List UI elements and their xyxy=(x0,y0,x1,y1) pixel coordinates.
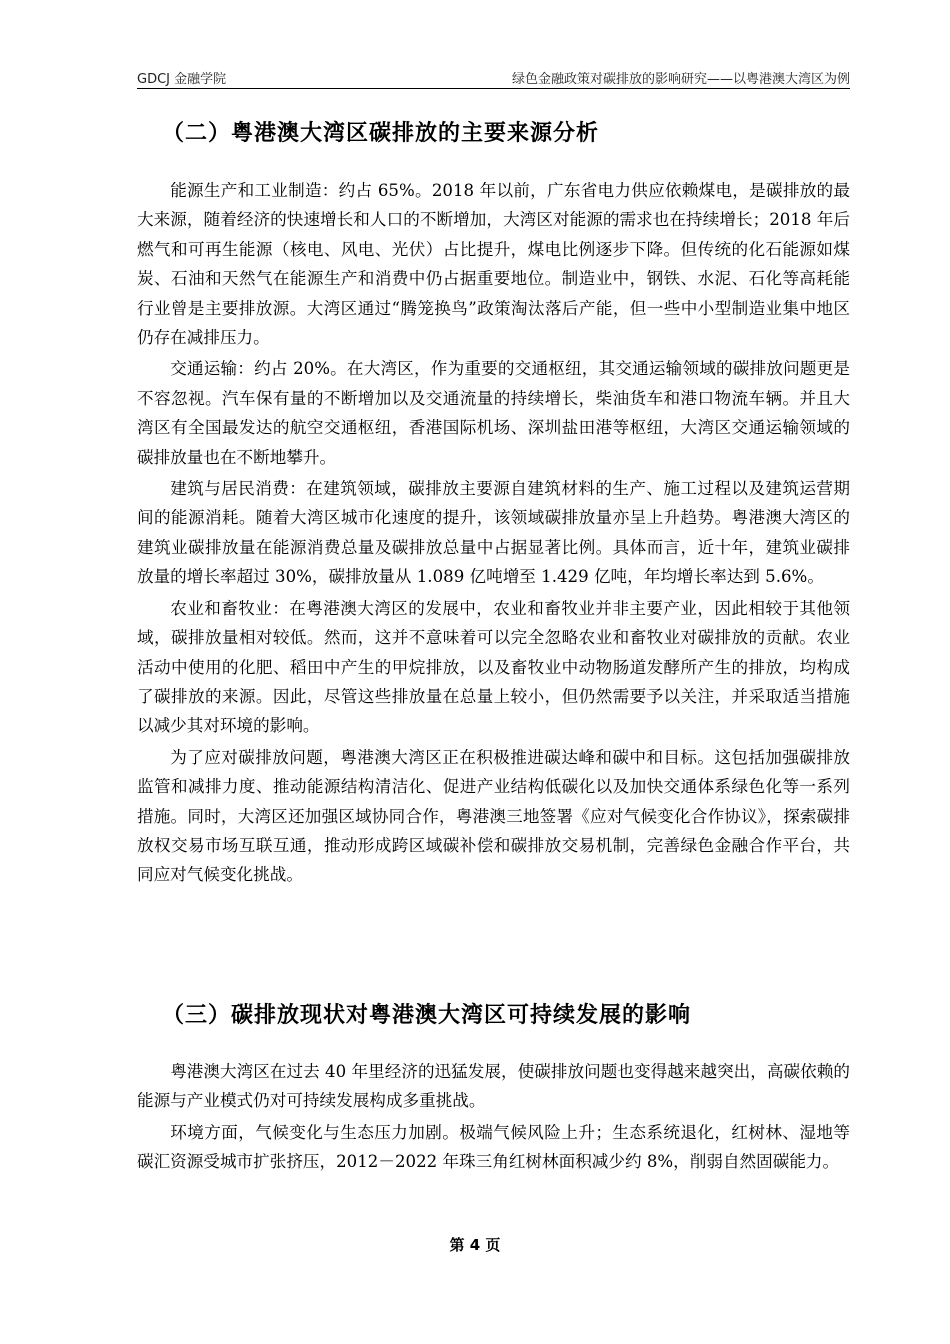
paragraph-transport: 交通运输：约占 20%。在大湾区，作为重要的交通枢纽，其交通运输领域的碳排放问题更是不容忽视。汽车保有量的不断增加以及交通流量的持续增长，柴油货车和港口物流车辆。并且大湾区有全国最发达的航空交通枢纽，香港国际机场、深圳盐田港等枢纽，大湾区交通运输领域的碳排放量也在不断地攀升。 xyxy=(137,359,850,467)
paragraph-building: 建筑与居民消费：在建筑领域，碳排放主要源自建筑材料的生产、施工过程以及建筑运营期间的能源消耗。随着大湾区城市化速度的提升，该领域碳排放量亦呈上升趋势。粤港澳大湾区的建筑业碳排放量在能源消费总量及碳排放总量中占据显著比例。具体而言，近十年，建筑业碳排放量的增长率超过 30%，碳排放量从 1.089 亿吨增至 1.429 亿吨，年均增长率达到 5.6%。 xyxy=(137,479,850,587)
paragraph-overview: 粤港澳大湾区在过去 40 年里经济的迅猛发展，使碳排放问题也变得越来越突出，高碳依赖的能源与产业模式仍对可持续发展构成多重挑战。 xyxy=(137,1062,850,1111)
header-institution: GDCJ 金融学院 xyxy=(137,72,227,87)
page-number: 第 4 页 xyxy=(449,1236,501,1254)
section-body-2 xyxy=(137,176,850,890)
section-body-3 xyxy=(137,1057,850,1177)
section-heading-3: （三）碳排放现状对粤港澳大湾区可持续发展的影响 xyxy=(162,1003,692,1028)
paragraph-measures: 为了应对碳排放问题，粤港澳大湾区正在积极推进碳达峰和碳中和目标。这包括加强碳排放监管和减排力度、推动能源结构清洁化、促进产业结构低碳化以及加快交通体系绿色化等一系列措施。同时，大湾区还加强区域协同合作，粤港澳三地签署《应对气候变化合作协议》，探索碳排放权交易市场互联互通，推动形成跨区域碳补偿和碳排放交易机制，完善绿色金融合作平台，共同应对气候变化挑战。 xyxy=(137,747,850,885)
paragraph-energy: 能源生产和工业制造：约占 65%。2018 年以前，广东省电力供应依赖煤电，是碳排放的最大来源，随着经济的快速增长和人口的不断增加，大湾区对能源的需求也在持续增长；2018 年后燃气和可再生能源（核电、风电、光伏）占比提升，煤电比例逐步下降。但传统的化石能源如煤炭、石油和天然气在能源生产和消费中仍占据重要地位。制造业中，钢铁、水泥、石化等高耗能行业曾是主要排放源。大湾区通过“腾笼换鸟”政策淘汰落后产能，但一些中小型制造业集中地区仍存在减排压力。 xyxy=(137,181,850,348)
section-heading-2: （二）粤港澳大湾区碳排放的主要来源分析 xyxy=(162,121,600,146)
paragraph-environment: 环境方面，气候变化与生态压力加剧。极端气候风险上升；生态系统退化，红树林、湿地等碳汇资源受城市扩张挤压，2012－2022 年珠三角红树林面积减少约 8%，削弱自然固碳能力。 xyxy=(137,1122,850,1172)
header-divider xyxy=(137,88,850,89)
header-document-title: 绿色金融政策对碳排放的影响研究——以粤港澳大湾区为例 xyxy=(511,72,850,87)
paragraph-agriculture: 农业和畜牧业：在粤港澳大湾区的发展中，农业和畜牧业并非主要产业，因此相较于其他领域，碳排放量相对较低。然而，这并不意味着可以完全忽略农业和畜牧业对碳排放的贡献。农业活动中使用的化肥、稻田中产生的甲烷排放，以及畜牧业中动物肠道发酵所产生的排放，均构成了碳排放的来源。因此，尽管这些排放量在总量上较小，但仍然需要予以关注，并采取适当措施以减少其对环境的影响。 xyxy=(137,598,850,736)
